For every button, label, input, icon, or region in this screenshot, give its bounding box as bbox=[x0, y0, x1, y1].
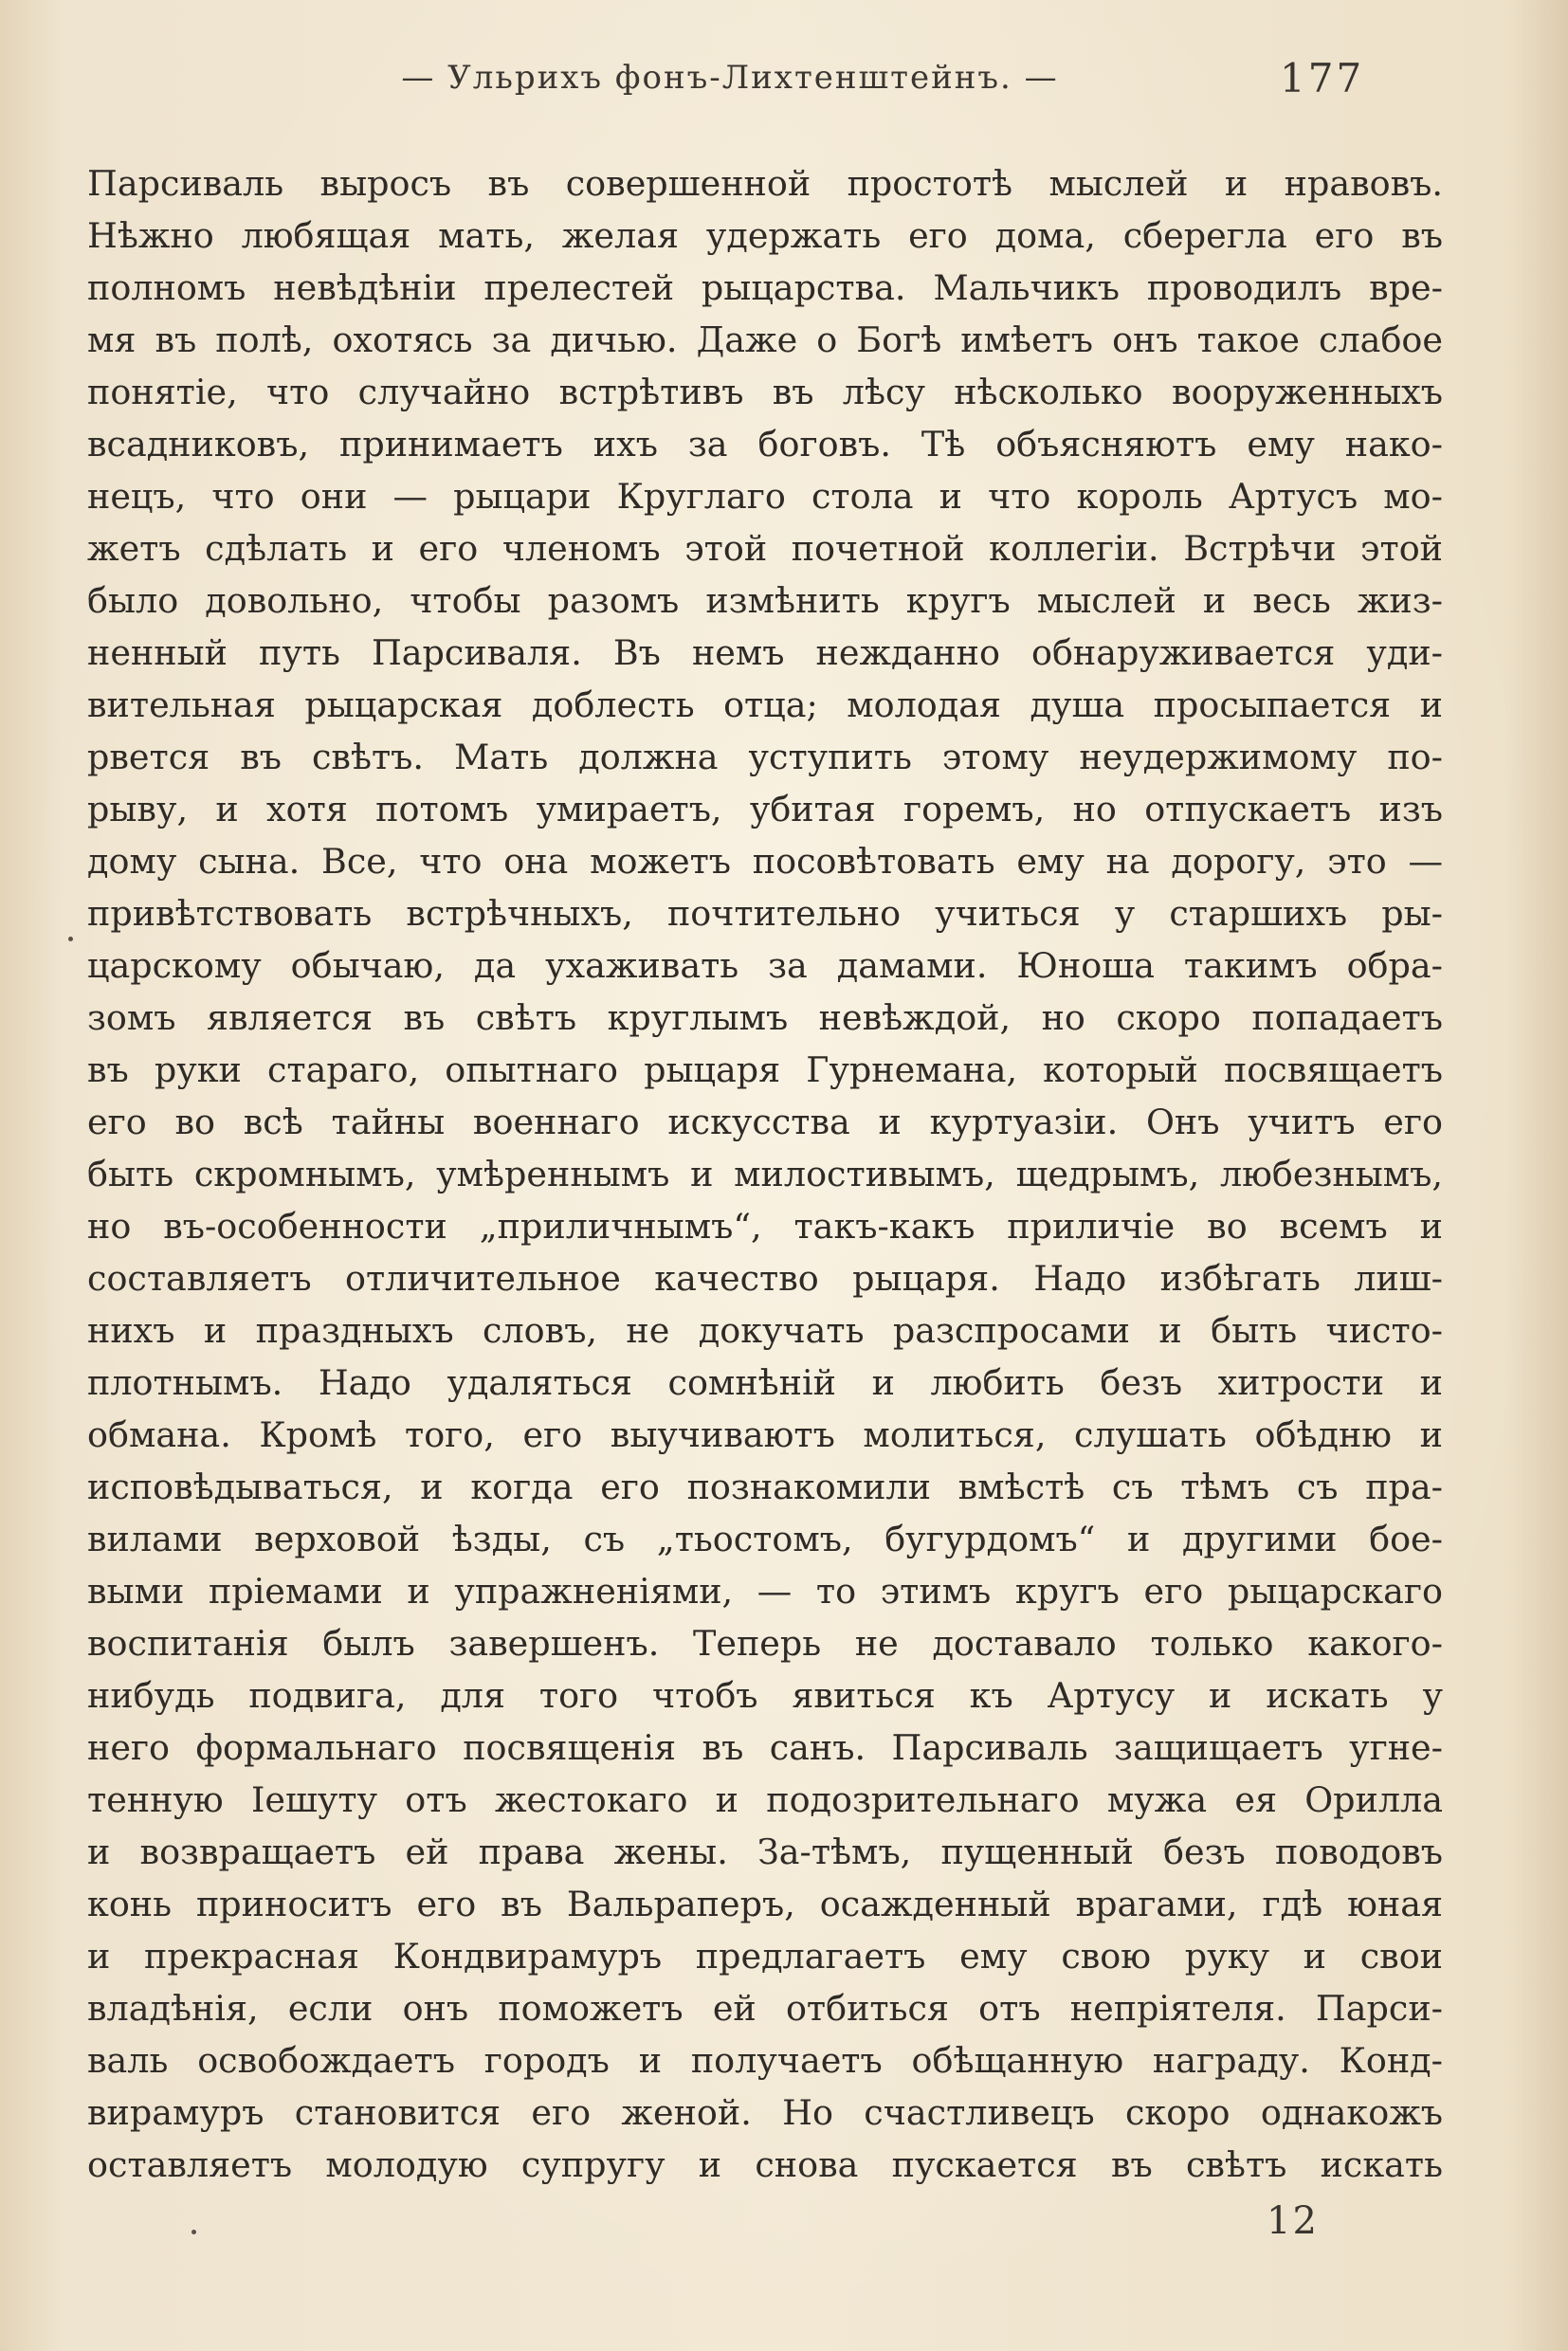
text-line: быть скромнымъ, умѣреннымъ и милостивымъ, щедрымъ, любезнымъ, bbox=[87, 1154, 1443, 1194]
text-line: полномъ невѣдѣніи прелестей рыцарства. Мальчикъ проводилъ вре- bbox=[87, 267, 1443, 308]
text-line: конь приноситъ его въ Вальраперъ, осажденный врагами, гдѣ юная bbox=[87, 1884, 1443, 1924]
text-line: ненный путь Парсиваля. Въ немъ нежданно обнаруживается уди- bbox=[87, 632, 1443, 673]
text-line: исповѣдываться, и когда его познакомили вмѣстѣ съ тѣмъ съ пра- bbox=[87, 1467, 1443, 1507]
text-line: и прекрасная Кондвирамуръ предлагаетъ ему свою руку и свои bbox=[87, 1936, 1443, 1977]
text-line: владѣнія, если онъ поможетъ ей отбиться отъ непріятеля. Парси- bbox=[87, 1988, 1443, 2029]
text-line: всадниковъ, принимаетъ ихъ за боговъ. Тѣ объясняютъ ему нако- bbox=[87, 424, 1443, 465]
text-line: мя въ полѣ, охотясь за дичью. Даже о Богѣ имѣетъ онъ такое слабое bbox=[87, 319, 1443, 360]
text-line: выми пріемами и упражненіями, — то этимъ кругъ его рыцарскаго bbox=[87, 1571, 1443, 1612]
text-line: нихъ и праздныхъ словъ, не докучать разспросами и быть чисто- bbox=[87, 1310, 1443, 1351]
text-line: Нѣжно любящая мать, желая удержать его дома, сберегла его въ bbox=[87, 215, 1443, 256]
body-text bbox=[87, 157, 1443, 2191]
text-line: него формальнаго посвященія въ санъ. Парсиваль защищаетъ угне- bbox=[87, 1727, 1443, 1768]
text-line: привѣтствовать встрѣчныхъ, почтительно учиться у старшихъ ры- bbox=[87, 893, 1443, 934]
print-speck bbox=[191, 2230, 196, 2234]
text-line: обмана. Кромѣ того, его выучиваютъ молиться, слушать обѣдню и bbox=[87, 1414, 1443, 1455]
text-line: составляетъ отличительное качество рыцаря. Надо избѣгать лиш- bbox=[87, 1258, 1443, 1299]
text-line: оставляетъ молодую супругу и снова пускается въ свѣтъ искать bbox=[87, 2144, 1443, 2185]
running-head: — Ульрихъ фонъ-Лихтенштейнъ. — bbox=[401, 59, 1059, 97]
text-line: дому сына. Все, что она можетъ посовѣтовать ему на дорогу, это — bbox=[87, 841, 1443, 882]
text-line: и возвращаетъ ей права жены. За-тѣмъ, пущенный безъ поводовъ bbox=[87, 1832, 1443, 1872]
text-line: вирамуръ становится его женой. Но счастливецъ скоро однакожъ bbox=[87, 2092, 1443, 2133]
text-line: въ руки стараго, опытнаго рыцаря Гурнемана, который посвящаетъ bbox=[87, 1049, 1443, 1090]
print-speck bbox=[68, 937, 73, 941]
text-line: нибудь подвига, для того чтобъ явиться къ Артусу и искать у bbox=[87, 1675, 1443, 1716]
page-number: 177 bbox=[1280, 55, 1365, 101]
signature-mark: 12 bbox=[1267, 2199, 1319, 2243]
text-line: рыву, и хотя потомъ умираетъ, убитая горемъ, но отпускаетъ изъ bbox=[87, 789, 1443, 829]
text-line: валь освобождаетъ городъ и получаетъ обѣщанную награду. Конд- bbox=[87, 2040, 1443, 2081]
text-line: вительная рыцарская доблесть отца; молодая душа просыпается и bbox=[87, 684, 1443, 725]
text-line: царскому обычаю, да ухаживать за дамами. Юноша такимъ обра- bbox=[87, 945, 1443, 986]
text-line: тенную Іешуту отъ жестокаго и подозрительнаго мужа ея Орилла bbox=[87, 1779, 1443, 1820]
text-line: вилами верховой ѣзды, съ „тьостомъ, бугурдомъ“ и другими бое- bbox=[87, 1519, 1443, 1559]
text-line: понятіе, что случайно встрѣтивъ въ лѣсу нѣсколько вооруженныхъ bbox=[87, 372, 1443, 412]
text-line: жетъ сдѣлать и его членомъ этой почетной коллегіи. Встрѣчи этой bbox=[87, 528, 1443, 569]
text-line: нецъ, что они — рыцари Круглаго стола и что король Артусъ мо- bbox=[87, 476, 1443, 517]
text-line: зомъ является въ свѣтъ круглымъ невѣждой, но скоро попадаетъ bbox=[87, 997, 1443, 1038]
text-line: воспитанія былъ завершенъ. Теперь не доставало только какого- bbox=[87, 1623, 1443, 1664]
text-line: его во всѣ тайны военнаго искусства и куртуазіи. Онъ учитъ его bbox=[87, 1102, 1443, 1142]
text-line: плотнымъ. Надо удаляться сомнѣній и любить безъ хитрости и bbox=[87, 1362, 1443, 1403]
text-line: но въ-особенности „приличнымъ“, такъ-какъ приличіе во всемъ и bbox=[87, 1206, 1443, 1247]
text-line: было довольно, чтобы разомъ измѣнить кругъ мыслей и весь жиз- bbox=[87, 580, 1443, 621]
text-line: рвется въ свѣтъ. Мать должна уступить этому неудержимому по- bbox=[87, 737, 1443, 777]
text-line: Парсиваль выросъ въ совершенной простотѣ мыслей и нравовъ. bbox=[87, 163, 1443, 204]
